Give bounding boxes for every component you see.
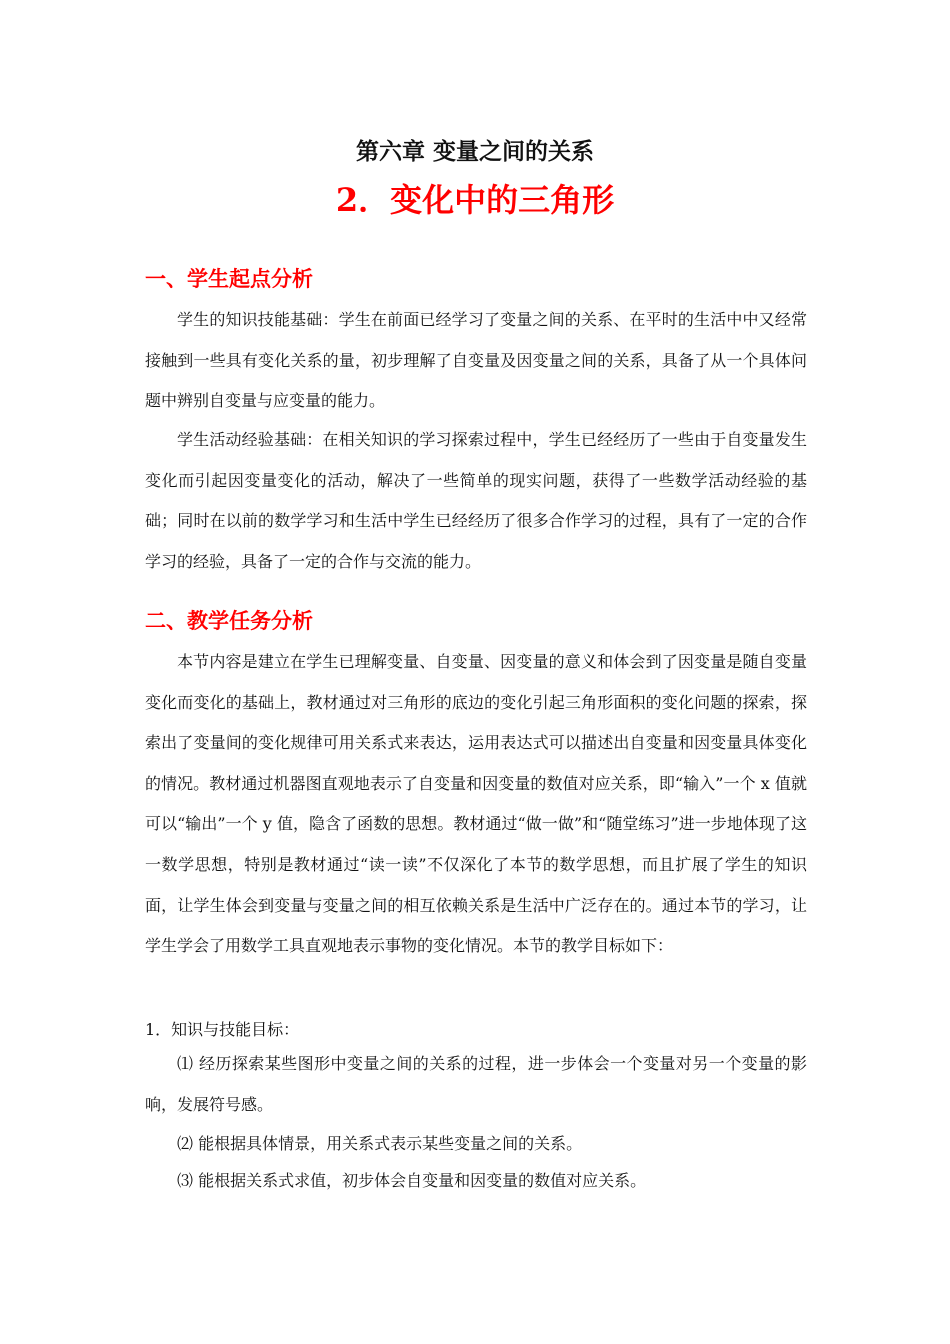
- section-heading-student-analysis: 一、学生起点分析: [145, 266, 313, 291]
- goal-item-1: ⑴ 经历探索某些图形中变量之间的关系的过程，进一步体会一个变量对另一个变量的影响，发展符号感。: [145, 1054, 807, 1114]
- goal-item-2: ⑵ 能根据具体情景，用关系式表示某些变量之间的关系。: [177, 1134, 583, 1153]
- chapter-title: 第六章 变量之间的关系: [355, 138, 594, 165]
- goal-item-3: ⑶ 能根据关系式求值，初步体会自变量和因变量的数值对应关系。: [177, 1171, 647, 1190]
- subheading-knowledge-goals: 1．知识与技能目标：: [145, 1020, 300, 1039]
- lesson-title: 2．变化中的三角形: [335, 181, 615, 219]
- paragraph-task-content: 本节内容是建立在学生已理解变量、自变量、因变量的意义和体会到了因变量是随自变量变化而变化的基础上，教材通过对三角形的底边的变化引起三角形面积的变化问题的探索，探索出了变量间的变化规律可用关系式来表达，运用表达式可以描述出自变量和因变量具体变化的情况。教材通过机器图直观地表示了自变量和因变量的数值对应关系，即“输入”一个 x 值就可以“输出”一个 y 值，隐含了函数的思想。教材通过“做一做”和“随堂练习”进一步地体现了这一数学思想，特别是教材通过“读一读”不仅深化了本节的数学思想，而且扩展了学生的知识面，让学生体会到变量与变量之间的相互依赖关系是生活中广泛存在的。通过本节的学习，让学生学会了用数学工具直观地表示事物的变化情况。本节的教学目标如下：: [145, 652, 807, 956]
- section-heading-task-analysis: 二、教学任务分析: [145, 608, 313, 633]
- paragraph-knowledge-basis: 学生的知识技能基础：学生在前面已经学习了变量之间的关系、在平时的生活中中又经常接触到一些具有变化关系的量，初步理解了自变量及因变量之间的关系，具备了从一个具体问题中辨别自变量与应变量的能力。: [145, 310, 807, 411]
- paragraph-activity-basis: 学生活动经验基础：在相关知识的学习探索过程中，学生已经经历了一些由于自变量发生变化而引起因变量变化的活动，解决了一些简单的现实问题，获得了一些数学活动经验的基础；同时在以前的数学学习和生活中学生已经经历了很多合作学习的过程，具有了一定的合作学习的经验，具备了一定的合作与交流的能力。: [145, 430, 807, 571]
